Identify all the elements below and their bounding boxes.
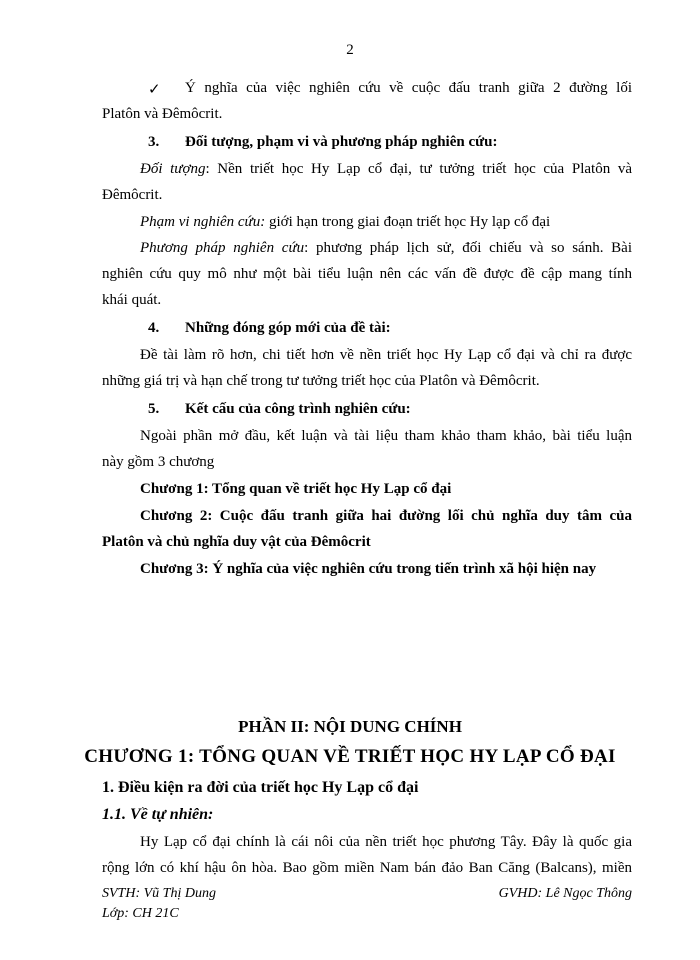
check-item-line1: Ý nghĩa của việc nghiên cứu về cuộc đấu tranh giữa 2 đường lối: [185, 80, 632, 96]
section3-object-line2: Đêmôcrit.: [102, 187, 163, 203]
page-number: 2: [346, 42, 354, 58]
footer-class: Lớp: CH 21C: [102, 906, 179, 921]
section3-scope: [140, 214, 550, 231]
section1-heading: 1. Điều kiện ra đời của triết học Hy Lạp cổ đại: [102, 779, 419, 796]
section4-line2: những giá trị và hạn chế trong tư tưởng triết học của Platôn và Đêmôcrit.: [102, 373, 540, 389]
scope-text: giới hạn trong giai đoạn triết học Hy lạp cổ đại: [265, 214, 551, 230]
section5-line1: Ngoài phần mở đầu, kết luận và tài liệu tham khảo tham khảo, bài tiểu luận: [140, 428, 632, 444]
section3-number: 3.: [148, 134, 160, 150]
section3-object-line1: [140, 161, 632, 178]
section3-method-line3: khái quát.: [102, 292, 162, 308]
object-text: : Nền triết học Hy Lạp cổ đại, tư tưởng triết học của Platôn và: [205, 161, 632, 177]
body-paragraph-line1: Hy Lạp cổ đại chính là cái nôi của nền triết học phương Tây. Đây là quốc gia: [140, 834, 632, 850]
section1-1-heading: 1.1. Về tự nhiên:: [102, 806, 214, 823]
section5-heading: Kết cấu của công trình nghiên cứu:: [185, 401, 411, 417]
check-icon: ✓: [148, 82, 161, 98]
chapter2-item-line1: Chương 2: Cuộc đấu tranh giữa hai đường lối chủ nghĩa duy tâm của: [140, 508, 632, 524]
section5-line2: này gồm 3 chương: [102, 454, 215, 470]
part2-title: PHẦN II: NỘI DUNG CHÍNH: [238, 717, 462, 736]
section4-number: 4.: [148, 320, 160, 336]
chapter2-item-line2: Platôn và chủ nghĩa duy vật của Đêmôcrit: [102, 534, 371, 550]
method-label: Phương pháp nghiên cứu: [140, 240, 305, 256]
chapter1-title: CHƯƠNG 1: TỔNG QUAN VỀ TRIẾT HỌC HY LẠP CỔ ĐẠI: [84, 746, 616, 767]
scope-label: Phạm vi nghiên cứu:: [140, 214, 266, 230]
section4-line1: Đề tài làm rõ hơn, chi tiết hơn về nền triết học Hy Lạp cổ đại và chỉ ra được: [140, 347, 632, 363]
footer-advisor: GVHD: Lê Ngọc Thông: [498, 886, 632, 901]
chapter3-item: Chương 3: Ý nghĩa của việc nghiên cứu trong tiến trình xã hội hiện nay: [140, 561, 597, 577]
object-label: Đối tượng: [140, 161, 206, 177]
chapter1-item: Chương 1: Tổng quan về triết học Hy Lạp cổ đại: [140, 481, 452, 497]
body-paragraph-line2: rộng lớn có khí hậu ôn hòa. Bao gồm miền Nam bán đảo Ban Căng (Balcans), miền: [102, 860, 632, 876]
section5-number: 5.: [148, 401, 160, 417]
check-item-line2: Platôn và Đêmôcrit.: [102, 106, 223, 122]
footer-student: SVTH: Vũ Thị Dung: [102, 886, 216, 901]
section3-heading: Đối tượng, phạm vi và phương pháp nghiên cứu:: [185, 134, 498, 150]
section3-method-line1: [140, 240, 632, 257]
method-text: : phương pháp lịch sử, đối chiếu và so sánh. Bài: [304, 240, 633, 256]
section4-heading: Những đóng góp mới của đề tài:: [185, 320, 391, 336]
section3-method-line2: nghiên cứu quy mô như một bài tiểu luận nên các vấn đề được đề cập mang tính: [102, 266, 632, 282]
